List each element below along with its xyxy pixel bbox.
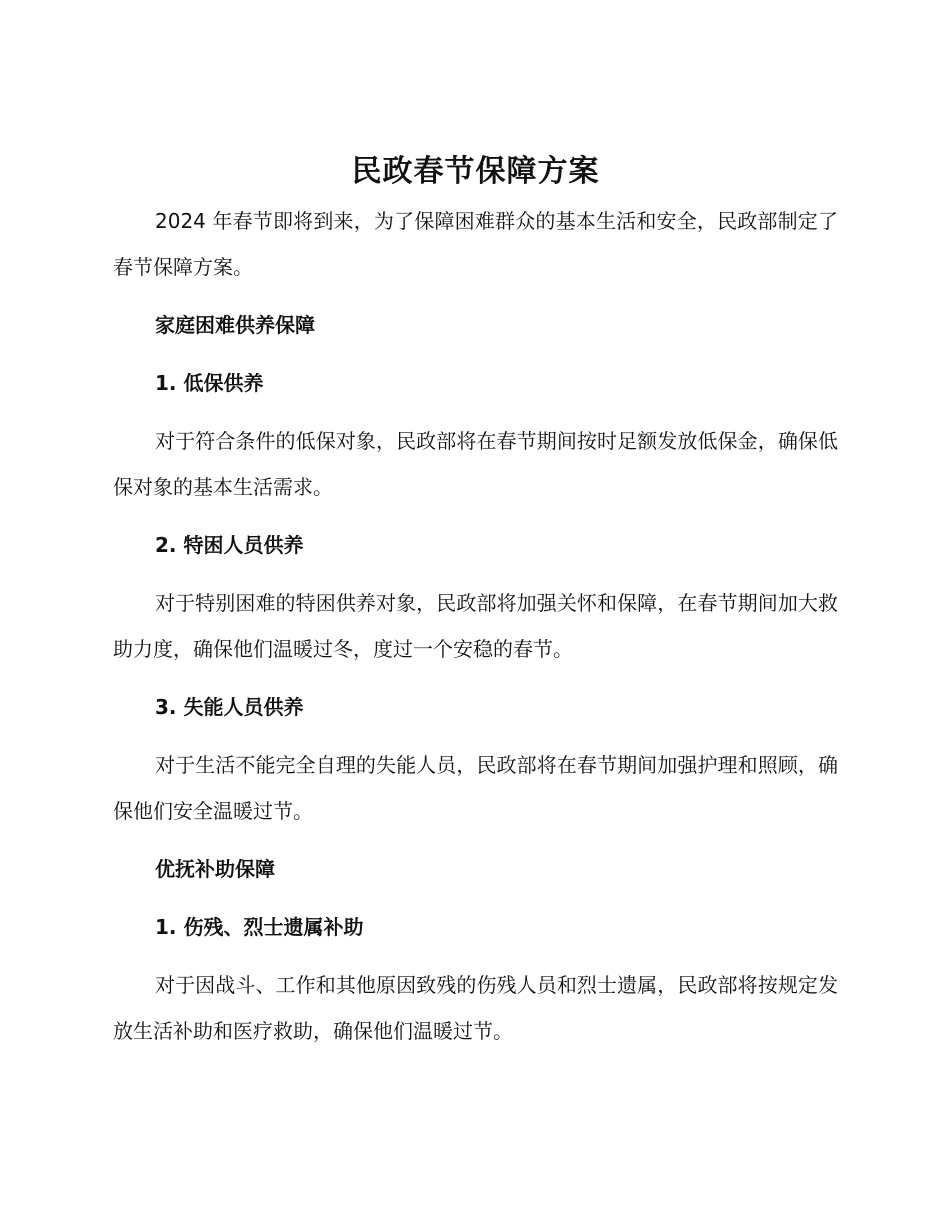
paragraph-veteran-martyr: 对于因战斗、工作和其他原因致残的伤残人员和烈士遗属，民政部将按规定发放生活补助和医疗救助，确保他们温暖过节。 xyxy=(113,973,838,1043)
paragraph-low-income: 对于符合条件的低保对象，民政部将在春节期间按时足额发放低保金，确保低保对象的基本生活需求。 xyxy=(113,429,838,499)
intro-paragraph: 2024 年春节即将到来，为了保障困难群众的基本生活和安全，民政部制定了春节保障方案。 xyxy=(113,209,838,279)
subsection-heading-low-income: 1. 低保供养 xyxy=(155,371,264,395)
section-heading-family-support: 家庭困难供养保障 xyxy=(155,313,315,337)
paragraph-disabled-care: 对于生活不能完全自理的失能人员，民政部将在春节期间加强护理和照顾，确保他们安全温暖过节。 xyxy=(113,753,838,823)
subsection-heading-veteran-martyr: 1. 伤残、烈士遗属补助 xyxy=(155,915,364,939)
paragraph-extreme-poverty: 对于特别困难的特困供养对象，民政部将加强关怀和保障，在春节期间加大救助力度，确保他们温暖过冬，度过一个安稳的春节。 xyxy=(113,591,838,661)
section-heading-preferential-subsidy: 优抚补助保障 xyxy=(155,857,275,881)
subsection-heading-extreme-poverty: 2. 特困人员供养 xyxy=(155,533,304,557)
document-title: 民政春节保障方案 xyxy=(351,154,600,189)
subsection-heading-disabled-care: 3. 失能人员供养 xyxy=(155,695,304,719)
